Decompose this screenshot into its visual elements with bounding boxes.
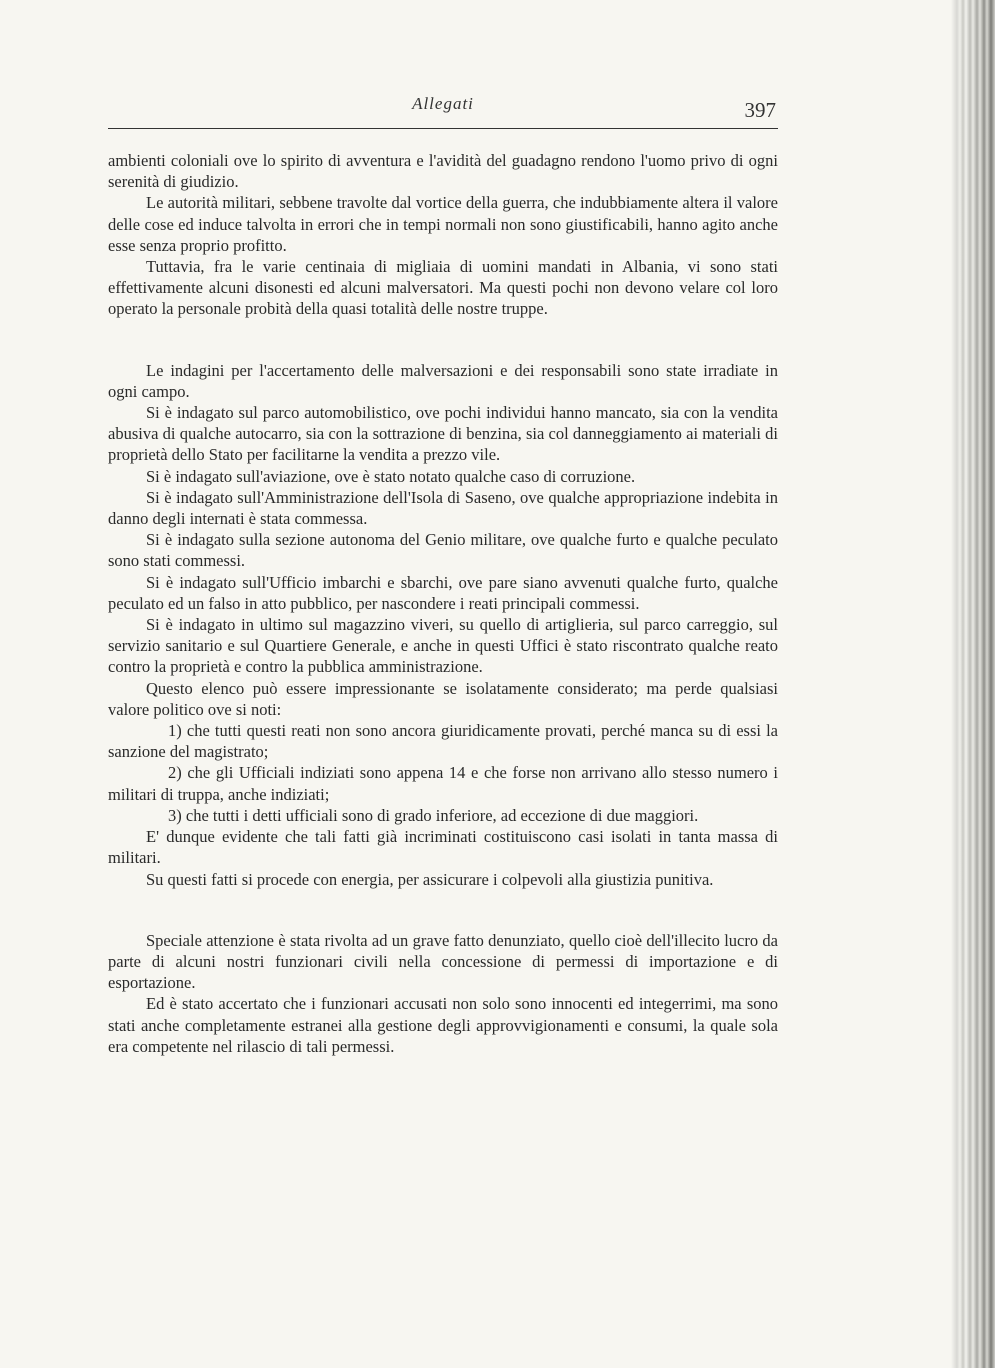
section-gap — [108, 320, 778, 360]
page-body — [108, 150, 778, 1057]
paragraph: ambienti coloniali ove lo spirito di avventura e l'avidità del guadagno rendono l'uomo privo di ogni serenità di giudizio. — [108, 151, 778, 192]
paragraph: E' dunque evidente che tali fatti già incriminati costituiscono casi isolati in tanta massa di militari. — [108, 827, 778, 868]
paragraph: Si è indagato sull'aviazione, ove è stato notato qualche caso di corruzione. — [146, 466, 636, 486]
paragraph: Le autorità militari, sebbene travolte dal vortice della guerra, che indubbiamente altera il valore delle cose ed induce talvolta in errori che in tempi normali non sono giustificabili, hanno agito anche esse senza proprio profitto. — [108, 193, 778, 255]
paragraph: Su questi fatti si procede con energia, per assicurare i colpevoli alla giustizia punitiva. — [146, 869, 714, 889]
paragraph: Si è indagato sulla sezione autonoma del Genio militare, ove qualche furto e qualche peculato sono stati commessi. — [108, 530, 778, 571]
paragraph: Questo elenco può essere impressionante se isolatamente considerato; ma perde qualsiasi valore politico ove si noti: — [108, 678, 778, 719]
page-number: 397 — [744, 98, 776, 122]
paragraph: Tuttavia, fra le varie centinaia di migliaia di uomini mandati in Albania, vi sono stati effettivamente alcuni disonesti ed alcuni malversatori. Ma questi pochi non devono velare col loro operato la personale probità della quasi totalità delle nostre truppe. — [108, 257, 778, 319]
list-item: 1) che tutti questi reati non sono ancora giuridicamente provati, perché manca su di essi la sanzione del magistrato; — [108, 721, 778, 762]
paragraph: Si è indagato sul parco automobilistico, ove pochi individui hanno mancato, sia con la vendita abusiva di qualche autocarro, sia con la sottrazione di benzina, sia col danneggiamento ai materiali di proprietà dello Stato per facilitarne la vendita a prezzo vile. — [108, 403, 778, 465]
paragraph: Si è indagato sull'Amministrazione dell'Isola di Saseno, ove qualche appropriazione indebita in danno degli internati è stata commessa. — [108, 487, 778, 529]
paragraph: Le indagini per l'accertamento delle malversazioni e dei responsabili sono state irradiate in ogni campo. — [108, 360, 778, 401]
list-item: 2) che gli Ufficiali indiziati sono appena 14 e che forse non arrivano allo stesso numero i militari di truppa, anche indiziati; — [108, 763, 778, 804]
paragraph: Ed è stato accertato che i funzionari accusati non solo sono innocenti ed integerrimi, ma sono stati anche completamente estranei alla gestione degli approvvigionamenti e consumi, la quale sola era competente nel rilascio di tali permessi. — [108, 994, 778, 1056]
book-spine-edge — [951, 0, 995, 1368]
list-item: 3) che tutti i detti ufficiali sono di grado inferiore, ad eccezione di due maggiori. — [168, 805, 699, 825]
running-title: Allegati — [412, 94, 474, 113]
page-header — [108, 88, 778, 129]
section-gap — [108, 890, 778, 930]
paragraph: Si è indagato in ultimo sul magazzino viveri, su quello di artiglieria, sul parco carreggio, sul servizio sanitario e sul Quartiere Generale, e anche in questi Uffici è stato riscontrato qualche reato contro la proprietà e contro la pubblica amministrazione. — [108, 615, 778, 677]
paragraph: Speciale attenzione è stata rivolta ad un grave fatto denunziato, quello cioè dell'illecito lucro da parte di alcuni nostri funzionari civili nella concessione di permessi di importazione e di esportazione. — [108, 930, 778, 993]
paragraph: Si è indagato sull'Ufficio imbarchi e sbarchi, ove pare siano avvenuti qualche furto, qualche peculato ed un falso in atto pubblico, per nascondere i reati principali commessi. — [108, 572, 778, 613]
